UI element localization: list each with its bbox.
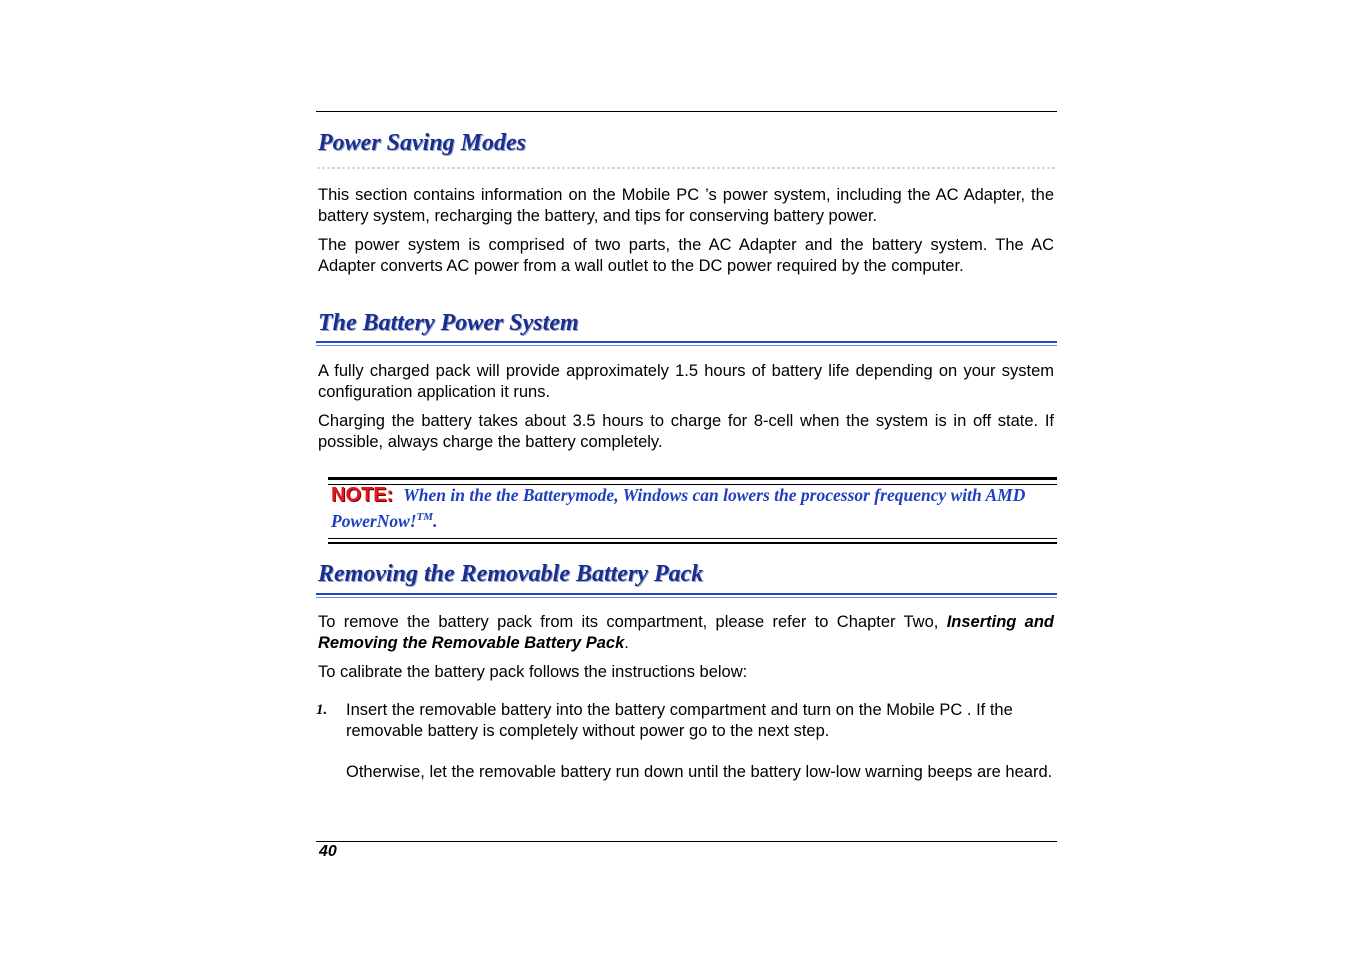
removing-paragraph-2: To calibrate the battery pack follows the instructions below: [318, 663, 748, 681]
note-superscript: TM [416, 511, 434, 523]
removing-p1-end: . [624, 633, 629, 652]
heading-underline-double [316, 341, 1057, 346]
top-rule [316, 111, 1057, 112]
power-saving-paragraph-2: The power system is comprised of two parts, the AC Adapter and the battery system. The AC Adapter converts AC power from a wall outlet to the DC power required by the computer. [318, 236, 1054, 275]
heading-underline-double [316, 593, 1057, 598]
note-end: . [433, 510, 438, 531]
heading-battery-power-system: The Battery Power System [318, 310, 579, 336]
power-saving-paragraph-1: This section contains information on the Mobile PC ’s power system, including the AC Adapter, the battery system, recharging the battery, and tips for conserving battery power. [318, 186, 1054, 225]
note-box [331, 484, 1053, 532]
removing-paragraph-1 [318, 612, 1054, 653]
heading-underline-dotted [316, 166, 1057, 170]
step-1-continuation: Otherwise, let the removable battery run down until the battery low-low warning beeps are heard. [346, 763, 1053, 781]
note-bottom-border [328, 538, 1057, 544]
battery-paragraph-1: A fully charged pack will provide approximately 1.5 hours of battery life depending on your system configuration application it runs. [318, 362, 1054, 401]
chapter-reference: Inserting and Removing the Removable Battery Pack [318, 613, 1055, 652]
step-1-text: Insert the removable battery into the battery compartment and turn on the Mobile PC . If the removable battery is completely without power go to the next step. [346, 701, 1013, 740]
heading-power-saving-modes: Power Saving Modes [318, 130, 527, 156]
battery-paragraph-2: Charging the battery takes about 3.5 hours to charge for 8-cell when the system is in off state. If possible, always charge the battery completely. [318, 412, 1054, 451]
bottom-rule [316, 841, 1057, 842]
page-number: 40 [319, 843, 337, 860]
step-number: 1. [316, 702, 328, 718]
heading-removing-battery-pack: Removing the Removable Battery Pack [318, 561, 704, 587]
note-text: When in the the Batterymode, Windows can lowers the processor frequency with AMD PowerNow! [331, 485, 1026, 531]
note-label: NOTE: [331, 484, 394, 506]
removing-p1-start: To remove the battery pack from its compartment, please refer to Chapter Two, [318, 613, 947, 631]
